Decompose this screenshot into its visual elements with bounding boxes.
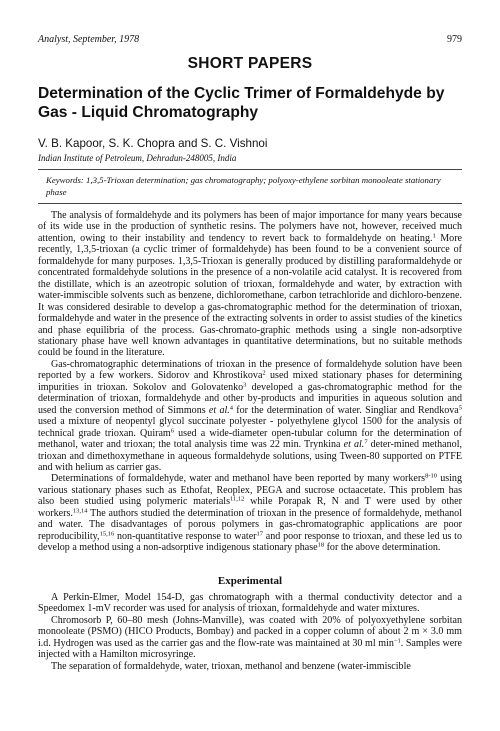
body-paragraph: The analysis of formaldehyde and its polymers has been of major importance for many years because of its wide use in the production of synthetic resins. The polymers have not, however, received much attention, owing to their instability and tendency to revert back to formaldehyde on heating.$^1$ More recently, 1,3,5-trioxan (a cyclic trimer of formaldehyde) has been found to be a convenient source of formaldehyde for many purposes. 1,3,5-Trioxan is generally produced by distilling paraformaldehyde or concentrated formaldehyde solutions in the presence of a non-volatile acid catalyst. It is recovered from the distillate, which is an azeotropic solution of trioxan, formaldehyde and water, by extraction with water-immiscible solvents such as benzene, dichloromethane, carbon tetrachloride and dichloro-benzene. It was considered desirable to develop a gas-chromatographic method for the determination of trioxan, formaldehyde and water in the presence of the extracting solvents in order to assist studies of the kinetics and phase equilibria of the process. Gas-chromato-graphic methods using a single non-adsorptive stationary phase have well known advantages in quantitative determinations, but no suitable methods could be found in the literature. <box>38 210 463 359</box>
article-title: Determination of the Cyclic Trimer of Formaldehyde by Gas - Liquid Chromatography <box>38 85 445 121</box>
body-paragraph: The separation of formaldehyde, water, trioxan, methanol and benzene (water-immiscible <box>51 660 411 672</box>
reference-marker: 11,12 <box>230 495 245 503</box>
keywords-box <box>38 169 462 204</box>
reference-marker: 2 <box>262 369 266 377</box>
reference-marker: 7 <box>364 438 368 446</box>
keywords: Keywords: 1,3,5-Trioxan determination; gas chromatography; polyoxy-ethylene sorbitan monooleate stationary phase <box>46 175 441 197</box>
reference-marker: 5 <box>458 404 462 412</box>
reference-marker: 17 <box>256 530 264 538</box>
introduction-section <box>38 210 462 554</box>
section-title: SHORT PAPERS <box>187 55 313 72</box>
running-head <box>38 34 462 45</box>
reference-marker: 6 <box>170 427 174 435</box>
reference-marker: 15,16 <box>99 530 115 538</box>
body-paragraph: Determinations of formaldehyde, water and methanol have been reported by many workers$^{8-10}$ using various stationary phases such as Ethofat, Reoplex, PEGA and sucrose octaacetate. This problem has also been studied using polymeric materials$^{11,12}$ while Porapak R, N and T were used by other workers.$^{13,14}$ The authors studied the determination of trioxan in the presence of formaldehyde, methanol and water. The disadvantages of porous polymers in gas-chromatographic applications are poor reproducibility,$^{15,16}$ non-quantitative response to water$^{17}$ and poor response to trioxan, and these led us to develop a method using a non-adsorptive indigenous stationary phase$^{18}$ for the above determination. <box>38 472 463 554</box>
reference-marker: 8-10 <box>425 472 438 480</box>
experimental-section <box>38 592 462 672</box>
reference-marker: 3 <box>243 381 247 389</box>
body-paragraph: Chromosorb P, 60–80 mesh (Johns-Manville), was coated with 20% of polyoxyethylene sorbitan monooleate (PSMO) (HICO Products, Bombay) and packed in a copper column of about 2 m × 3.0 mm i.d. Hydrogen was used as the carrier gas and the flow-rate was maintained at 30 ml $\min^{-1}$. Samples were injected with a Hamilton microsyringe. <box>38 614 462 661</box>
author-list: V. B. Kapoor, S. K. Chopra and S. C. Vishnoi <box>38 137 268 150</box>
unit-superscript: −1 <box>393 637 401 645</box>
reference-marker: 1 <box>432 232 436 240</box>
reference-marker: 13,14 <box>72 507 88 515</box>
page-number: 979 <box>447 34 462 45</box>
journal-citation: Analyst, September, 1978 <box>38 34 140 45</box>
reference-marker: 4 <box>229 404 234 412</box>
reference-marker: 18 <box>317 541 325 549</box>
body-paragraph: A Perkin-Elmer, Model 154-D, gas chromatograph with a thermal conductivity detector and a Speedomex 1-mV recorder was used for analysis of trioxan, formaldehyde and water mixtures. <box>38 592 462 615</box>
affiliation: Indian Institute of Petroleum, Dehradun-248005, India <box>38 153 237 163</box>
experimental-heading: Experimental <box>217 575 283 587</box>
body-paragraph: Gas-chromatographic determinations of trioxan in the presence of formaldehyde solution have been reported by a few workers. Sidorov and Khrostikova$^2$ used mixed stationary phases for determining impurities in trioxan. Sokolov and Golovatenko$^3$ developed a gas-chromatographic method for the determination of trioxan, formaldehyde and other by-products and impurities in aqueous solution and used the conversion method of Simmons et al.$^4$ for the determination of water. Singliar and Rendkova$^5$ used a mixture of neopentyl glycol succinate polyester - polyethylene glycol 1500 for the analysis of technical grade trioxan. Quiram$^6$ used a wide-diameter open-tubular column for the determination of methanol, water and trioxan; the total analysis time was 22 min. Trynkina et al.$^7$ deter-mined methanol, trioxan and dimethoxymethane in aqueous formaldehyde solutions, using Tween-80 supported on PTFE and with helium as carrier gas. <box>38 358 462 473</box>
